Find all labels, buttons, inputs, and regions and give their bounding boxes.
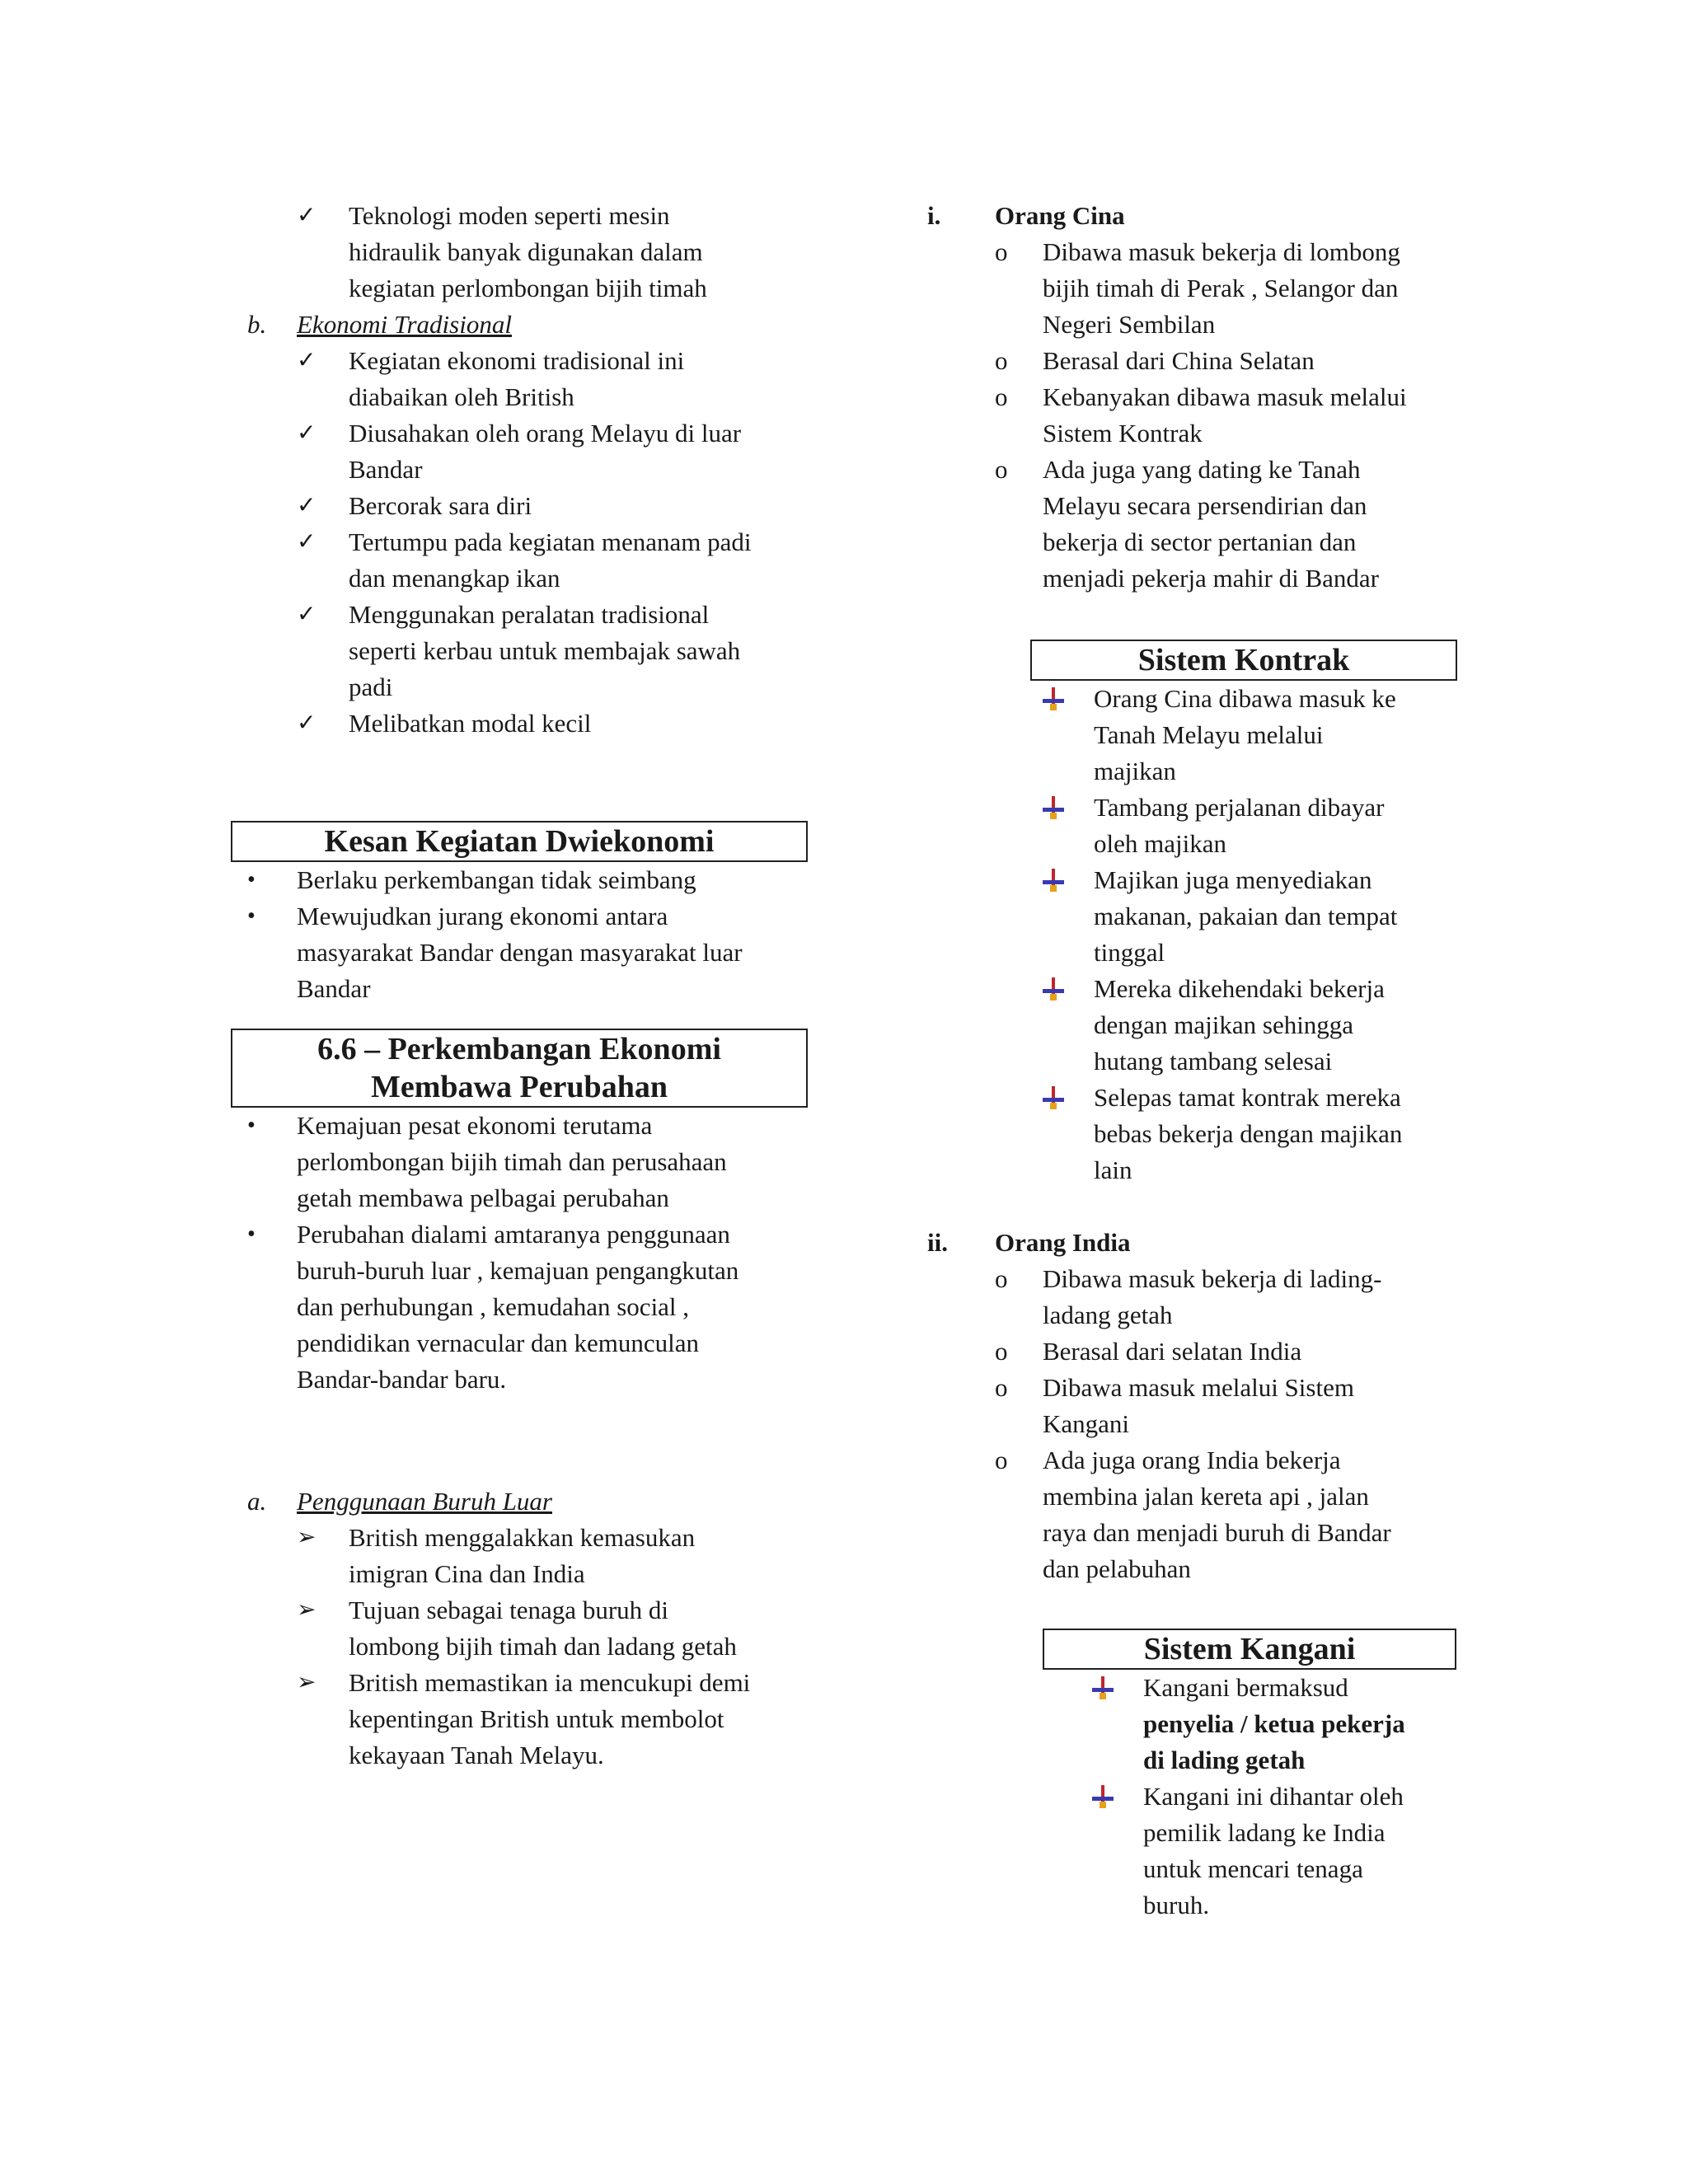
- list-item: o Kebanyakan dibawa masuk melalui Sistem Kontrak: [919, 379, 1479, 452]
- pushpin-bullet-icon: [1092, 1783, 1114, 1820]
- checkmark-icon: ✓: [297, 602, 316, 627]
- kesan-list: [231, 862, 808, 1007]
- list-item: Kangani bermaksud penyelia / ketua pekerja di lading getah: [919, 1670, 1479, 1779]
- checkmark-icon: ✓: [297, 710, 316, 736]
- section-heading-penggunaan-buruh-luar: a. Penggunaan Buruh Luar: [247, 1487, 552, 1516]
- bullet-icon: •: [247, 903, 256, 929]
- circle-bullet-icon: o: [995, 346, 1008, 375]
- pushpin-bullet-icon: [1043, 976, 1064, 1012]
- left-column: [231, 198, 808, 1774]
- arrow-bullet-icon: ➢: [297, 1670, 316, 1695]
- list-item: ➢ British memastikan ia mencukupi demi kepentingan British untuk membolot kekayaan Tanah Melayu.: [231, 1665, 808, 1774]
- list-item: Orang Cina dibawa masuk ke Tanah Melayu melalui majikan: [919, 681, 1479, 790]
- pushpin-bullet-icon: [1092, 1675, 1114, 1711]
- orang-cina-list: [919, 234, 1479, 597]
- list-item: • Berlaku perkembangan tidak seimbang: [231, 862, 808, 898]
- kesan-heading-box: Kesan Kegiatan Dwiekonomi: [231, 821, 808, 862]
- pushpin-bullet-icon: [1043, 1085, 1064, 1121]
- checkmark-icon: ✓: [297, 420, 316, 446]
- list-item: Mereka dikehendaki bekerja dengan majikan sehingga hutang tambang selesai: [919, 971, 1479, 1080]
- list-item: o Berasal dari selatan India: [919, 1333, 1479, 1370]
- list-item: Selepas tamat kontrak mereka bebas bekerja dengan majikan lain: [919, 1080, 1479, 1188]
- list-item: • Perubahan dialami amtaranya penggunaan buruh-buruh luar , kemajuan pengangkutan dan perhubungan , kemudahan social , pendidikan vernacular dan kemunculan Bandar-bandar baru.: [231, 1216, 808, 1398]
- bullet-icon: •: [247, 1113, 256, 1138]
- list-item: o Dibawa masuk bekerja di lading- ladang getah: [919, 1261, 1479, 1333]
- list-item: ✓ Diusahakan oleh orang Melayu di luar Bandar: [231, 415, 808, 488]
- list-item: Kangani ini dihantar oleh pemilik ladang ke India untuk mencari tenaga buruh.: [919, 1779, 1479, 1924]
- checkmark-icon: ✓: [297, 348, 316, 373]
- circle-bullet-icon: o: [995, 1373, 1008, 1402]
- circle-bullet-icon: o: [995, 1337, 1008, 1366]
- heading-orang-cina: i. Orang Cina: [927, 201, 1125, 230]
- list-item: ➢ Tujuan sebagai tenaga buruh di lombong bijih timah dan ladang getah: [231, 1592, 808, 1665]
- sistem-kontrak-list: [919, 681, 1479, 1188]
- list-item: ➢ British menggalakkan kemasukan imigran Cina dan India: [231, 1520, 808, 1592]
- list-item: ✓ Melibatkan modal kecil: [231, 705, 808, 742]
- list-item: ✓ Teknologi moden seperti mesin hidraulik banyak digunakan dalam kegiatan perlombongan bijih timah: [231, 198, 808, 307]
- list-item: o Berasal dari China Selatan: [919, 343, 1479, 379]
- pushpin-bullet-icon: [1043, 794, 1064, 831]
- list-item: Tambang perjalanan dibayar oleh majikan: [919, 790, 1479, 862]
- checkmark-icon: ✓: [297, 529, 316, 555]
- section-heading-ekonomi-tradisional: b. Ekonomi Tradisional: [247, 310, 512, 339]
- list-item: ✓ Menggunakan peralatan tradisional seperti kerbau untuk membajak sawah padi: [231, 597, 808, 705]
- list-item: • Kemajuan pesat ekonomi terutama perlombongan bijih timah dan perusahaan getah membawa pelbagai perubahan: [231, 1108, 808, 1216]
- bullet-icon: •: [247, 1221, 256, 1247]
- bullet-icon: •: [247, 867, 256, 893]
- list-item: o Ada juga yang dating ke Tanah Melayu secara persendirian dan bekerja di sector pertanian dan menjadi pekerja mahir di Bandar: [919, 452, 1479, 597]
- pushpin-bullet-icon: [1043, 686, 1064, 722]
- circle-bullet-icon: o: [995, 237, 1008, 266]
- checkmark-icon: ✓: [297, 493, 316, 518]
- list-item: o Dibawa masuk melalui Sistem Kangani: [919, 1370, 1479, 1442]
- heading-orang-india: ii. Orang India: [927, 1228, 1131, 1257]
- perkembangan-heading-box: 6.6 – Perkembangan Ekonomi Membawa Perubahan: [231, 1029, 808, 1108]
- right-column: [919, 198, 1479, 1924]
- circle-bullet-icon: o: [995, 382, 1008, 411]
- list-item: ✓ Tertumpu pada kegiatan menanam padi dan menangkap ikan: [231, 524, 808, 597]
- perkembangan-list: [231, 1108, 808, 1398]
- penggunaan-buruh-list: [231, 1520, 808, 1774]
- list-item: Majikan juga menyediakan makanan, pakaian dan tempat tinggal: [919, 862, 1479, 971]
- list-item: ✓ Kegiatan ekonomi tradisional ini diabaikan oleh British: [231, 343, 808, 415]
- ekonomi-tradisional-list: [231, 343, 808, 742]
- list-item: • Mewujudkan jurang ekonomi antara masyarakat Bandar dengan masyarakat luar Bandar: [231, 898, 808, 1007]
- checkmark-icon: ✓: [297, 203, 316, 228]
- arrow-bullet-icon: ➢: [297, 1525, 316, 1550]
- pushpin-bullet-icon: [1043, 867, 1064, 903]
- circle-bullet-icon: o: [995, 1446, 1008, 1474]
- list-item: o Ada juga orang India bekerja membina jalan kereta api , jalan raya dan menjadi buruh di Bandar dan pelabuhan: [919, 1442, 1479, 1587]
- kangani-heading-box: Sistem Kangani: [1043, 1629, 1456, 1670]
- circle-bullet-icon: o: [995, 1264, 1008, 1293]
- kontrak-heading-box: Sistem Kontrak: [1030, 640, 1457, 681]
- arrow-bullet-icon: ➢: [297, 1597, 316, 1623]
- circle-bullet-icon: o: [995, 455, 1008, 484]
- list-item: o Dibawa masuk bekerja di lombong bijih timah di Perak , Selangor dan Negeri Sembilan: [919, 234, 1479, 343]
- orang-india-list: [919, 1261, 1479, 1587]
- list-item: ✓ Bercorak sara diri: [231, 488, 808, 524]
